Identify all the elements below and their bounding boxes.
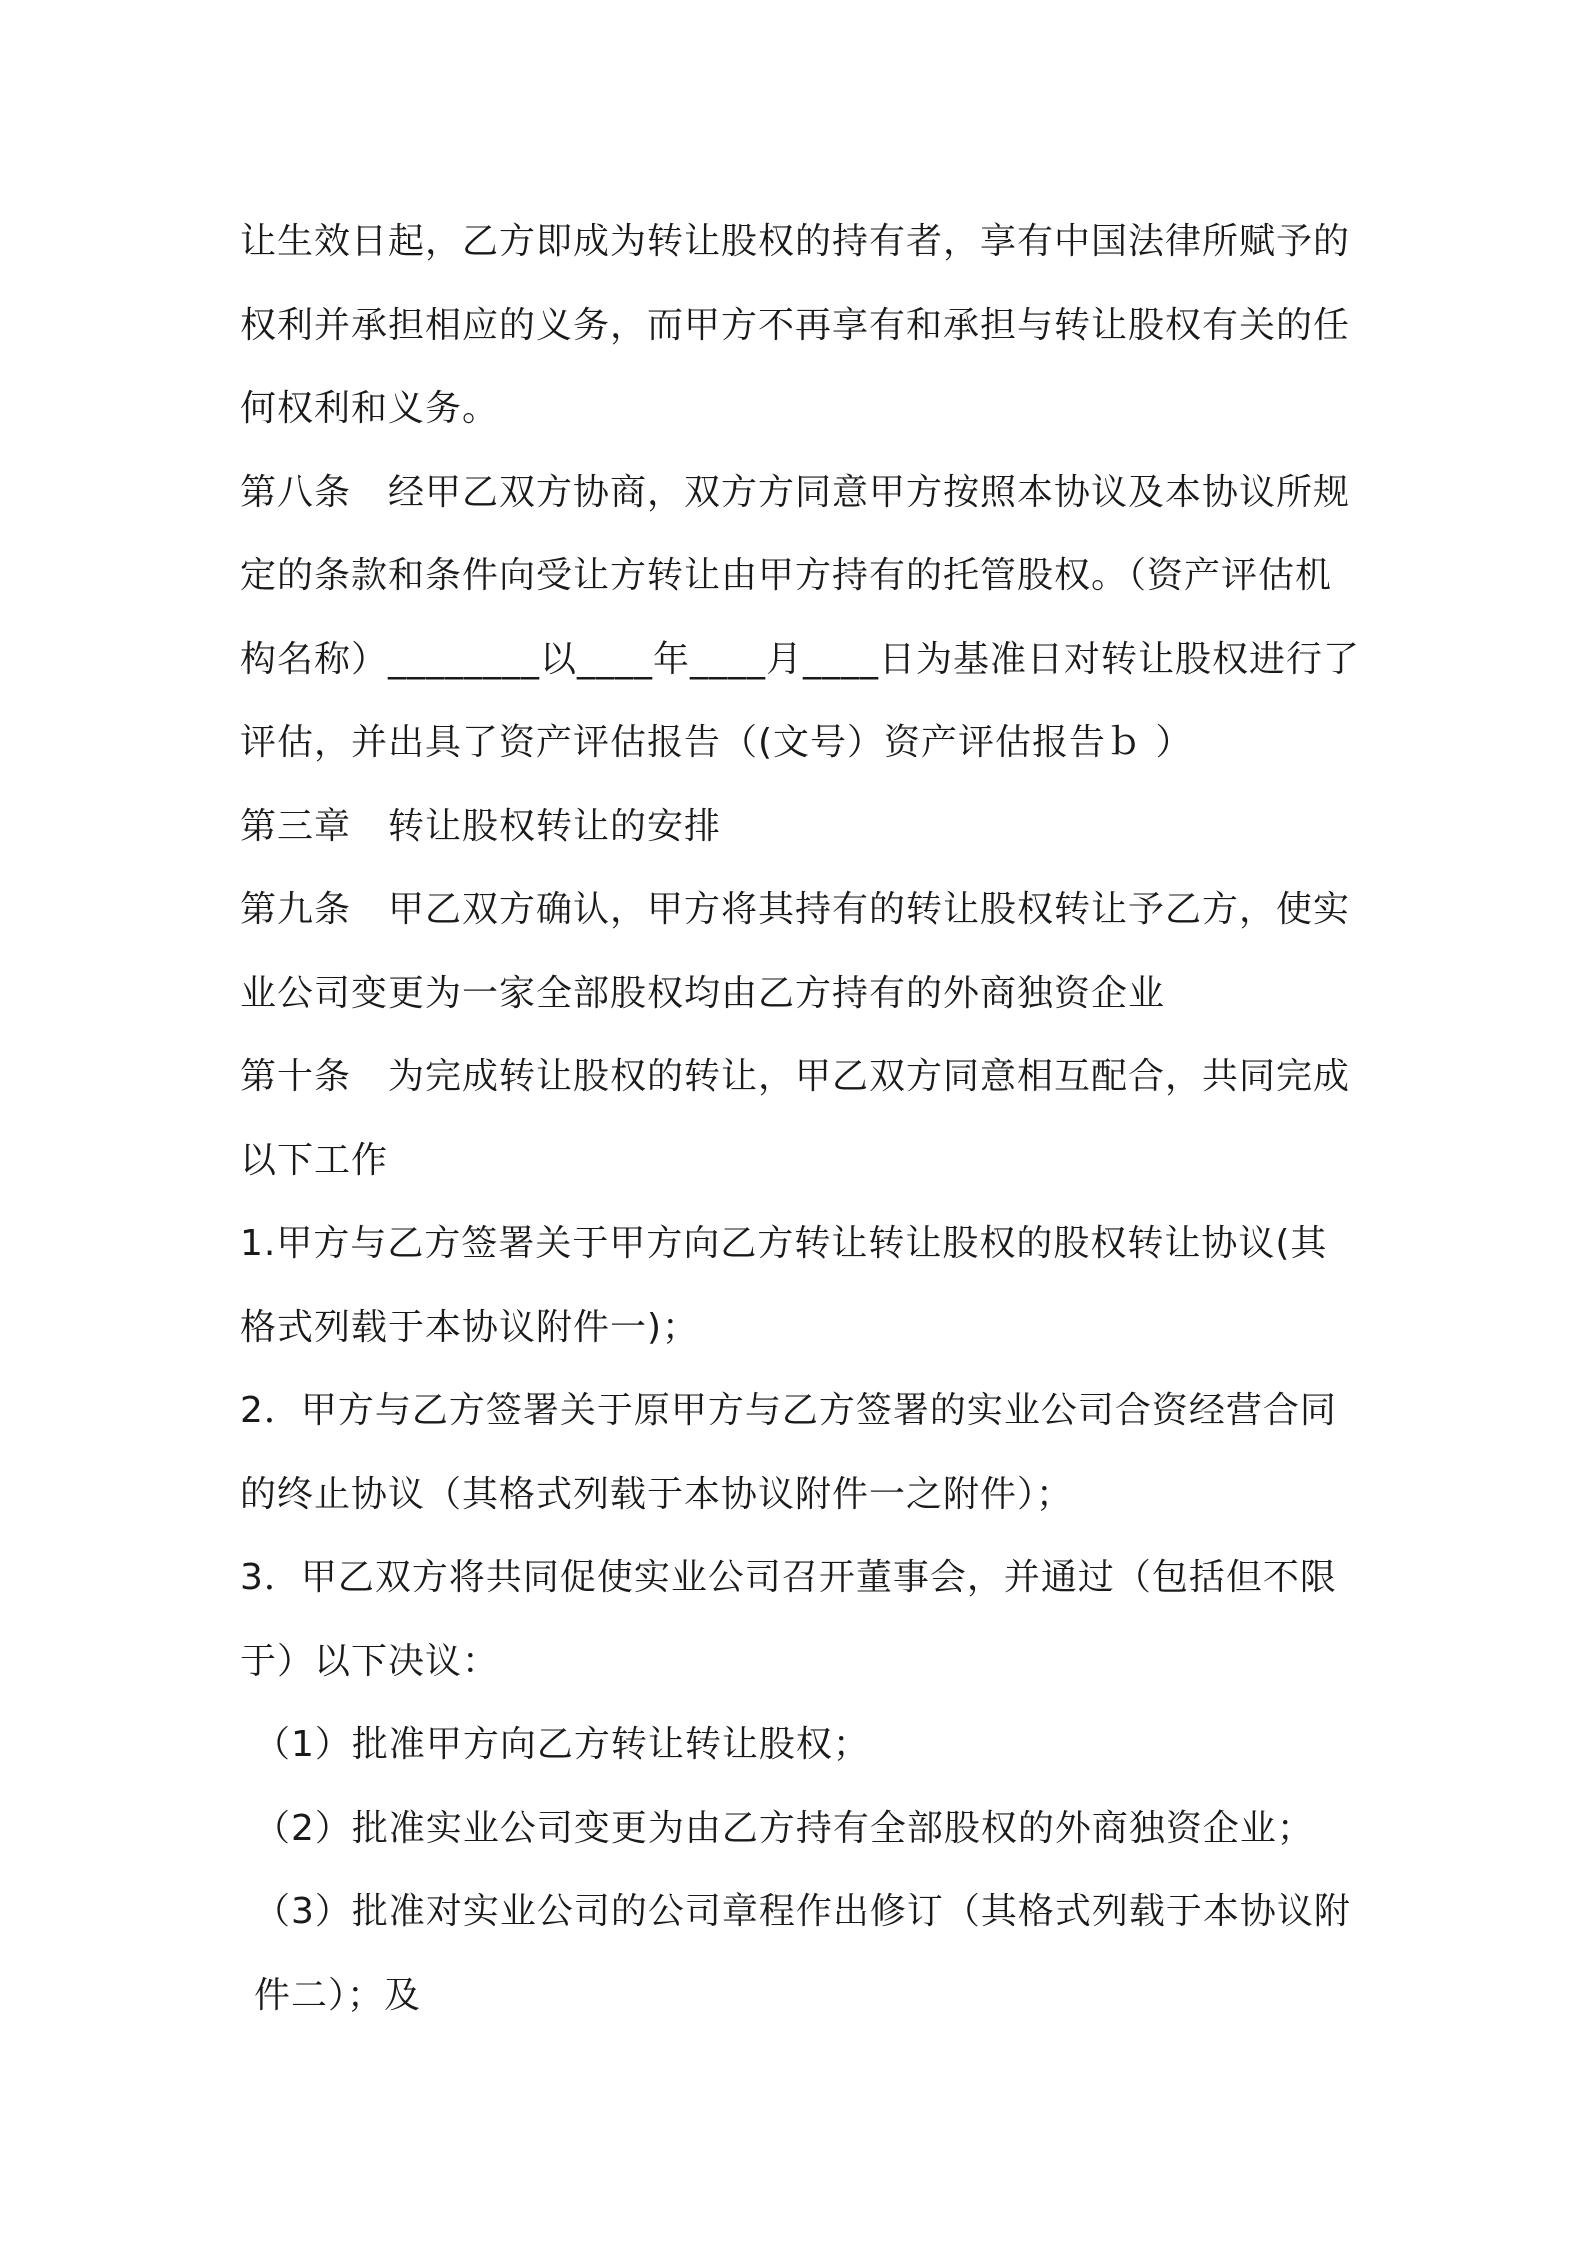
document-body <box>240 200 1360 2037</box>
resolution-2: （2）批准实业公司变更为由乙方持有全部股权的外商独资企业； <box>254 1807 1314 1849</box>
work-item-3: 3．甲乙双方将共同促使实业公司召开董事会，并通过（包括但不限于）以下决议： <box>240 1557 1337 1682</box>
paragraph-transfer-effect: 让生效日起，乙方即成为转让股权的持有者，享有中国法律所赋予的权利并承担相应的义务，而甲方不再享有和承担与转让股权有关的任何权利和义务。 <box>240 221 1351 429</box>
article-10: 第十条 为完成转让股权的转让，甲乙双方同意相互配合，共同完成以下工作 <box>240 1056 1351 1181</box>
work-item-2: 2．甲方与乙方签署关于原甲方与乙方签署的实业公司合资经营合同的终止协议（其格式列载于本协议附件一之附件）； <box>240 1390 1337 1515</box>
article-9: 第九条 甲乙双方确认，甲方将其持有的转让股权转让予乙方，使实业公司变更为一家全部股权均由乙方持有的外商独资企业 <box>240 889 1351 1014</box>
article-8: 第八条 经甲乙双方协商，双方方同意甲方按照本协议及本协议所规定的条款和条件向受让方转让由甲方持有的托管股权。（资产评估机构名称）________以____年____月____日为基准日对转让股权进行了评估，并出具了资产评估报告（(文号）资产评估报告ｂ ） <box>240 471 1361 763</box>
resolution-3: （3）批准对实业公司的公司章程作出修订（其格式列载于本协议附件二）；及 <box>254 1891 1351 2016</box>
chapter-3-heading: 第三章 转让股权转让的安排 <box>240 805 722 847</box>
resolution-1: （1）批准甲方向乙方转让转让股权； <box>254 1724 870 1765</box>
work-item-1: 1.甲方与乙方签署关于甲方向乙方转让转让股权的股权转让协议(其格式列载于本协议附件一)； <box>240 1223 1328 1348</box>
